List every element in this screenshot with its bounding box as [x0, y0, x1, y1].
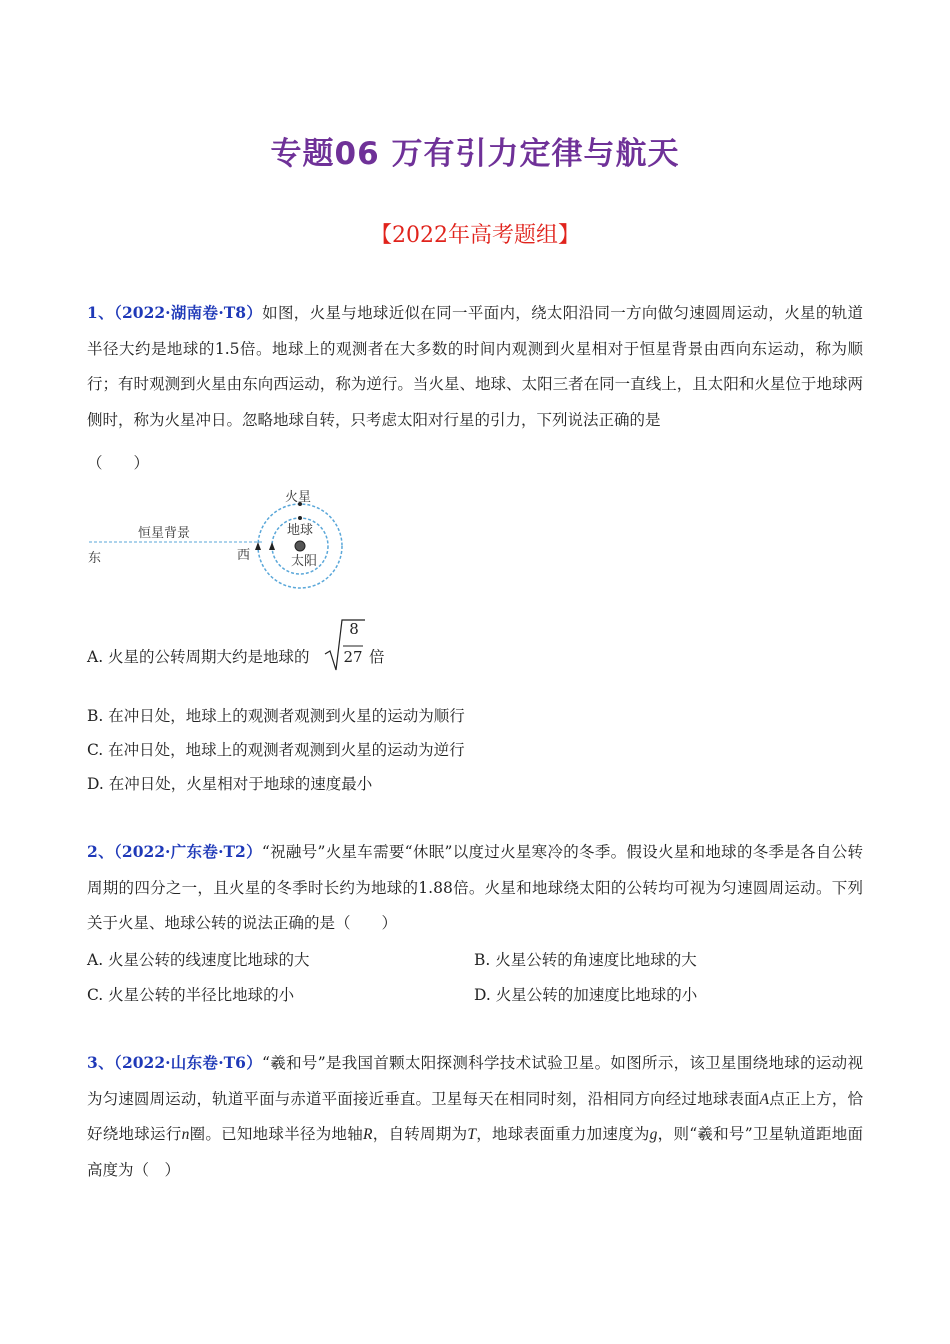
fraction-numerator: 8	[349, 620, 359, 638]
option-d: D. 在冲日处，火星相对于地球的速度最小	[87, 775, 373, 793]
option-b: B. 在冲日处，地球上的观测者观测到火星的运动为顺行	[87, 707, 465, 725]
option-a-text: A. 火星的公转周期大约是地球的	[87, 648, 310, 666]
page-title: 专题06 万有引力定律与航天	[270, 136, 680, 172]
var-A: A	[759, 1090, 770, 1108]
fraction-denominator: 27	[343, 648, 363, 666]
question-text: “羲和号”是我国首颗太阳探测科学技术试验卫星。如图所示，该卫星围绕地球的运动视为匀速圆周运动，轨道平面与赤道平面接近垂直。卫星每天在相同时刻，沿相同方向经过地球表面	[87, 1054, 863, 1108]
var-n: n	[181, 1126, 190, 1143]
label-east: 东	[88, 551, 102, 566]
question-text: ，则“羲和号”卫星轨道距地面高度为（ ）	[87, 1125, 863, 1179]
question-text: ，自转周期为	[372, 1125, 468, 1143]
arrow-icon	[269, 542, 275, 550]
var-g: g	[649, 1126, 658, 1143]
arrow-icon	[255, 542, 261, 550]
question-source: （2022·湖南卷·T8）	[113, 303, 263, 322]
option-c: C. 火星公转的半径比地球的小	[87, 986, 295, 1004]
answer-blank: （ ）	[87, 454, 150, 472]
var-R: R	[363, 1126, 373, 1143]
label-earth: 地球	[287, 523, 314, 538]
question-source: （2022·广东卷·T2）	[113, 842, 262, 861]
label-background: 恒星背景	[138, 526, 191, 541]
question-3-stem	[87, 1045, 863, 1188]
orbit-diagram	[85, 480, 355, 590]
question-text: 圈。已知地球半径为地轴	[189, 1125, 364, 1143]
question-text: 点正上方，恰好绕地球运行	[87, 1089, 863, 1143]
question-number: 1、	[87, 303, 114, 322]
question-source: （2022·山东卷·T6）	[113, 1053, 263, 1072]
group-heading: 【2022年高考题组】	[370, 223, 580, 248]
label-west: 西	[237, 548, 251, 563]
question-text: 如图，火星与地球近似在同一平面内，绕太阳沿同一方向做匀速圆周运动，火星的轨道半径大约是地球的1.5倍。地球上的观测者在大多数的时间内观测到火星相对于恒星背景由西向东运动，称为顺行；有时观测到火星由东向西运动，称为逆行。当火星、地球、太阳三者在同一直线上，且太阳和火星位于地球两侧时，称为火星冲日。忽略地球自转，只考虑太阳对行星的引力，下列说法正确的是	[87, 304, 863, 429]
label-sun: 太阳	[291, 554, 318, 569]
question-2-stem	[87, 834, 863, 942]
option-a-suffix: 倍	[369, 648, 385, 666]
question-text: “祝融号”火星车需要“休眠”以度过火星寒冷的冬季。假设火星和地球的冬季是各自公转周期的四分之一，且火星的冬季时长约为地球的1.88倍。火星和地球绕太阳的公转均可视为匀速圆周运动。下列关于火星、地球公转的说法正确的是（ ）	[87, 843, 863, 932]
option-a: A. 火星公转的线速度比地球的大	[87, 951, 310, 969]
option-c: C. 在冲日处，地球上的观测者观测到火星的运动为逆行	[87, 741, 465, 759]
option-d: D. 火星公转的加速度比地球的小	[474, 986, 698, 1004]
question-text: ，地球表面重力加速度为	[475, 1125, 650, 1143]
option-a	[87, 646, 310, 668]
question-number: 2、	[87, 842, 114, 861]
var-T: T	[467, 1126, 476, 1143]
question-number: 3、	[87, 1053, 114, 1072]
question-1-stem	[87, 295, 863, 438]
option-b: B. 火星公转的角速度比地球的大	[474, 951, 697, 969]
label-mars: 火星	[285, 490, 312, 505]
